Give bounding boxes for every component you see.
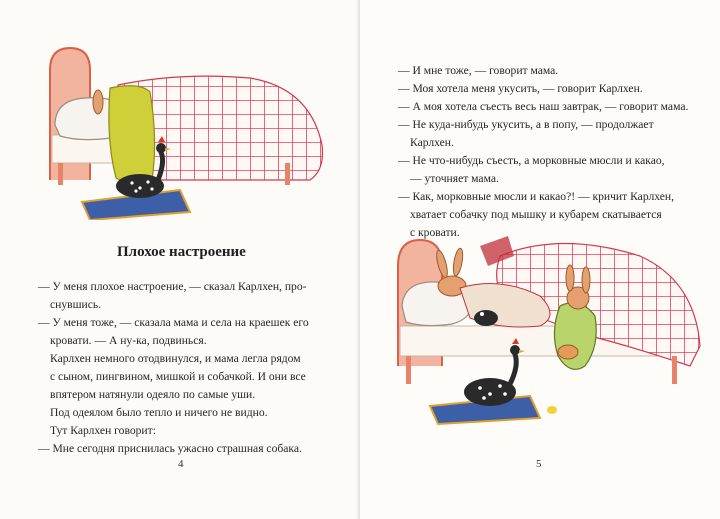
text-line: Тут Карлхен говорит: xyxy=(50,424,156,437)
bed-illustration-left xyxy=(40,30,330,220)
page-number: 4 xyxy=(178,458,184,470)
text-line: Под одеялом было тепло и ничего не видно. xyxy=(50,406,268,419)
left-page xyxy=(0,0,358,519)
text-line: — У меня тоже, — сказала мама и села на краешек его xyxy=(38,316,309,329)
text-line: хватает собачку под мышку и кубарем скатывается xyxy=(410,208,662,221)
text-line: с кровати. xyxy=(410,226,460,239)
left-page-text xyxy=(38,278,309,458)
text-line: — А моя хотела съесть весь наш завтрак, — говорит мама. xyxy=(398,100,689,113)
text-line: — Мне сегодня приснилась ужасно страшная собака. xyxy=(38,442,302,455)
bed-illustration-right xyxy=(390,226,708,426)
right-page xyxy=(360,0,720,519)
chapter-heading: Плохое настроение xyxy=(117,244,246,260)
text-line: — уточняет мама. xyxy=(410,172,499,185)
text-line: Карлхен немного отодвинулся, и мама легла рядом xyxy=(50,352,301,365)
text-line: впятером натянули одеяло по самые уши. xyxy=(50,388,256,401)
text-line: кровати. — А ну-ка, подвинься. xyxy=(50,334,207,347)
text-line: снувшись. xyxy=(50,298,102,311)
text-line: с сыном, пингвином, мишкой и собачкой. И они все xyxy=(50,370,306,383)
text-line: — Как, морковные мюсли и какао?! — кричит Карлхен, xyxy=(398,190,675,203)
right-page-text xyxy=(398,62,688,242)
text-line: — Не куда-нибудь укусить, а в попу, — продолжает xyxy=(398,118,654,131)
text-line: — У меня плохое настроение, — сказал Карлхен, про- xyxy=(38,280,307,293)
text-line: Карлхен. xyxy=(410,136,454,149)
text-line: — Не что-нибудь съесть, а морковные мюсли и какао, xyxy=(398,154,665,167)
text-line: — Моя хотела меня укусить, — говорит Карлхен. xyxy=(398,82,643,95)
page-number: 5 xyxy=(536,458,542,470)
text-line: — И мне тоже, — говорит мама. xyxy=(398,64,559,77)
